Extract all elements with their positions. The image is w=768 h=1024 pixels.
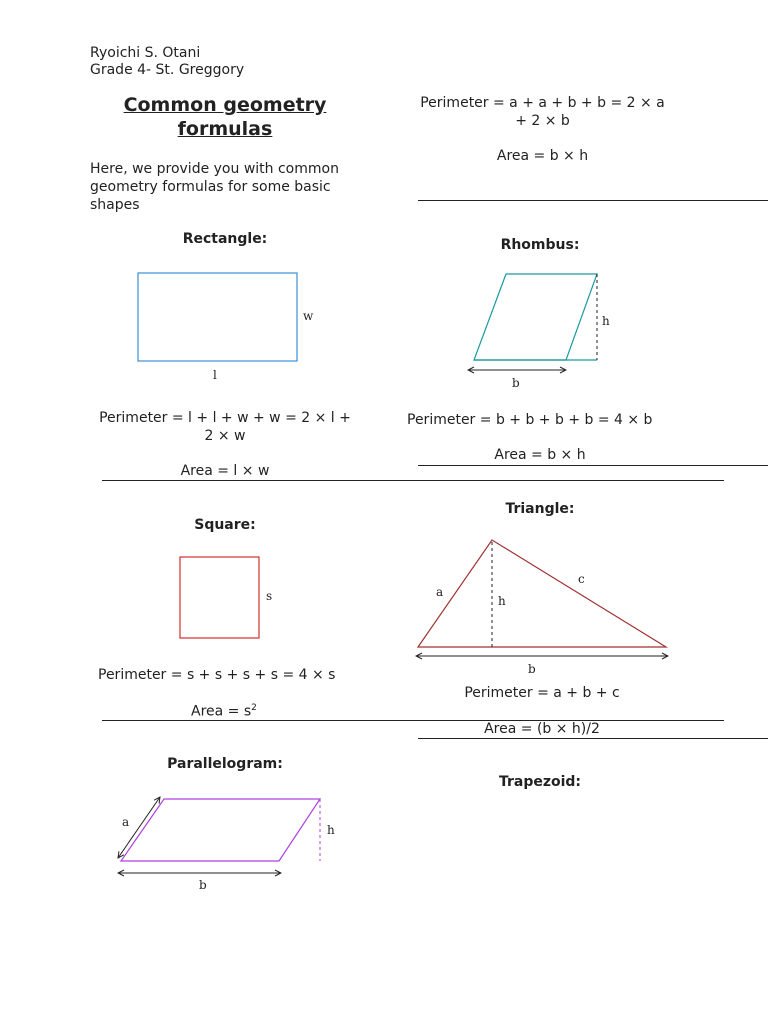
rhombus-perimeter: Perimeter = b + b + b + b = 4 × b xyxy=(407,412,653,428)
author-grade: Grade 4- St. Greggory xyxy=(90,62,245,78)
triangle-a-label: a xyxy=(436,585,444,599)
parallelogram-height-label: h xyxy=(327,823,335,837)
square-heading: Square: xyxy=(194,517,256,533)
rectangle-width-label: w xyxy=(303,309,314,323)
top-right-area: Area = b × h xyxy=(496,148,589,164)
triangle-height-label: h xyxy=(498,594,506,608)
rectangle-heading: Rectangle: xyxy=(182,231,268,247)
intro-text: Here, we provide you with common geometry formulas for some basic shapes xyxy=(90,161,339,213)
square-perimeter: Perimeter = s + s + s + s = 4 × s xyxy=(98,667,336,683)
author-name: Ryoichi S. Otani xyxy=(90,45,201,61)
parallelogram-a-label: a xyxy=(122,815,130,829)
parallelogram-heading: Parallelogram: xyxy=(167,756,283,772)
rhombus-height-label: h xyxy=(602,314,610,328)
triangle-base-label: b xyxy=(528,662,536,676)
rectangle-area: Area = l × w xyxy=(180,463,270,479)
rhombus-base-label: b xyxy=(512,376,520,390)
triangle-area: Area = (b × h)/2 xyxy=(484,721,600,737)
square-area-base: Area = s xyxy=(191,703,252,720)
rhombus-heading: Rhombus: xyxy=(500,237,580,253)
rectangle-perimeter-line2: 2 × w xyxy=(204,428,246,444)
page-title: Common geometry formulas xyxy=(123,94,327,140)
rhombus-area: Area = b × h xyxy=(494,447,586,463)
parallelogram-base-label: b xyxy=(199,878,207,892)
triangle-c-label: c xyxy=(578,572,585,586)
square-area-exponent: 2 xyxy=(251,703,257,713)
top-right-perimeter-line2: + 2 × b xyxy=(515,113,570,129)
triangle-perimeter: Perimeter = a + b + c xyxy=(464,685,620,701)
rectangle-perimeter-line1: Perimeter = l + l + w + w = 2 × l + xyxy=(99,410,351,426)
top-right-perimeter-line1: Perimeter = a + a + b + b = 2 × a xyxy=(420,95,665,111)
square-side-label: s xyxy=(266,589,273,603)
rectangle-length-label: l xyxy=(213,368,217,382)
triangle-heading: Triangle: xyxy=(505,501,575,517)
trapezoid-heading: Trapezoid: xyxy=(498,774,582,790)
parallelogram-shape xyxy=(121,799,320,861)
